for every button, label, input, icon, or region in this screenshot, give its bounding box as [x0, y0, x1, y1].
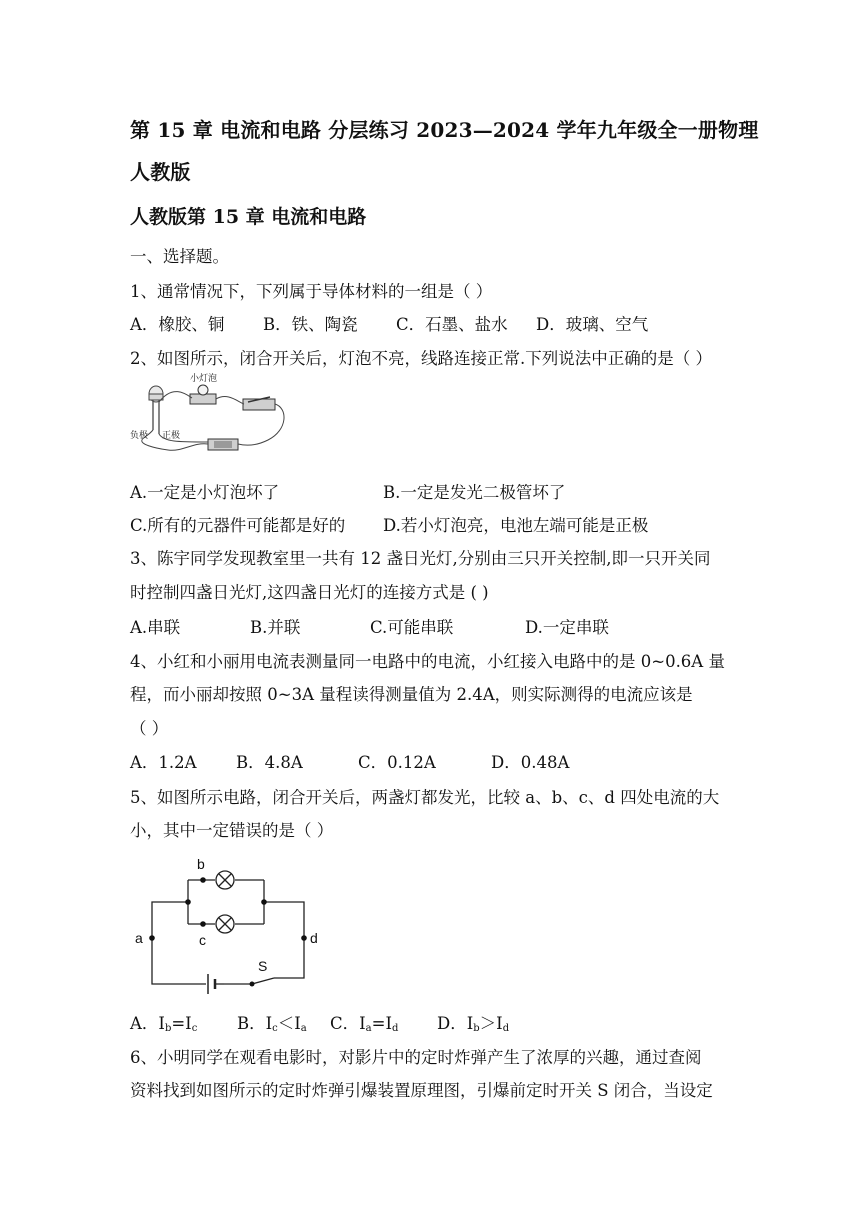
q3-option-b: B.并联 — [250, 618, 301, 637]
question-6-stem-line2: 资料找到如图所示的定时炸弹引爆装置原理图，引爆前定时开关 S 闭合，当设定 — [130, 1081, 713, 1100]
battery-icon — [208, 439, 238, 450]
led-icon — [149, 386, 163, 434]
q1-option-d: D．玻璃、空气 — [536, 315, 649, 334]
q5-option-c: C．$I_a=I_d$ — [330, 1014, 399, 1034]
question-3-stem-line1: 3、陈宇同学发现教室里一共有 12 盏日光灯,分别由三只开关控制,即一只开关同 — [130, 549, 711, 568]
q2-option-c: C.所有的元器件可能都是好的 — [130, 516, 346, 535]
point-b-label: b — [197, 856, 205, 872]
positive-label: 正极 — [162, 430, 181, 440]
question-4-stem-line1: 4、小红和小丽用电流表测量同一电路中的电流，小红接入电路中的是 0~0.6A 量 — [130, 652, 725, 671]
switch-s-label: S — [258, 958, 268, 974]
question-6-stem-line1: 6、小明同学在观看电影时，对影片中的定时炸弹产生了浓厚的兴趣，通过查阅 — [130, 1048, 702, 1067]
q3-option-a: A.串联 — [130, 618, 181, 637]
question-5-stem-line2: 小，其中一定错误的是（ ） — [130, 821, 334, 840]
point-a-label: a — [135, 930, 143, 946]
section-heading: 一、选择题。 — [130, 247, 229, 266]
q4-option-a: A．1.2A — [130, 753, 197, 772]
point-d-label: d — [310, 930, 318, 946]
q4-option-b: B．4.8A — [236, 753, 303, 772]
document-title-line2: 人教版 — [130, 160, 191, 184]
q1-option-b: B．铁、陶瓷 — [263, 315, 358, 334]
q5-circuit-diagram — [128, 852, 328, 997]
q5-option-a: A．$I_b=I_c$ — [130, 1014, 198, 1034]
question-3-stem-line2: 时控制四盏日光灯,这四盏日光灯的连接方式是 ( ) — [130, 583, 489, 602]
q1-option-c: C．石墨、盐水 — [396, 315, 508, 334]
q2-option-d: D.若小灯泡亮，电池左端可能是正极 — [383, 516, 649, 535]
question-4-stem-line3: （ ） — [130, 719, 169, 738]
switch-icon — [243, 397, 275, 410]
q4-option-d: D．0.48A — [491, 753, 570, 772]
q3-option-c: C.可能串联 — [370, 618, 454, 637]
question-1-stem: 1、通常情况下，下列属于导体材料的一组是（ ） — [130, 282, 493, 301]
q1-option-a: A．橡胶、铜 — [130, 315, 225, 334]
point-c-label: c — [199, 932, 206, 948]
bulb-holder-icon — [190, 385, 216, 404]
question-2-stem: 2、如图所示，闭合开关后，灯泡不亮，线路连接正常.下列说法中正确的是（ ） — [130, 349, 712, 368]
bulb-label: 小灯泡 — [190, 373, 218, 383]
q5-option-d: D．$I_b>I_d$ — [437, 1014, 510, 1034]
q5-option-b: B．$I_c<I_a$ — [237, 1014, 307, 1034]
q4-option-c: C．0.12A — [358, 753, 436, 772]
negative-label: 负极 — [130, 430, 149, 440]
q2-circuit-photo — [128, 372, 293, 457]
q2-option-b: B.一定是发光二极管坏了 — [383, 483, 566, 502]
document-title-line1: 第 15 章 电流和电路 分层练习 2023—2024 学年九年级全一册物理 — [130, 118, 759, 142]
q3-option-d: D.一定串联 — [525, 618, 609, 637]
q2-option-a: A.一定是小灯泡坏了 — [130, 483, 280, 502]
question-4-stem-line2: 程，而小丽却按照 0~3A 量程读得测量值为 2.4A，则实际测得的电流应该是 — [130, 685, 693, 704]
chapter-subtitle: 人教版第 15 章 电流和电路 — [130, 206, 367, 228]
question-5-stem-line1: 5、如图所示电路，闭合开关后，两盏灯都发光，比较 a、b、c、d 四处电流的大 — [130, 788, 720, 807]
